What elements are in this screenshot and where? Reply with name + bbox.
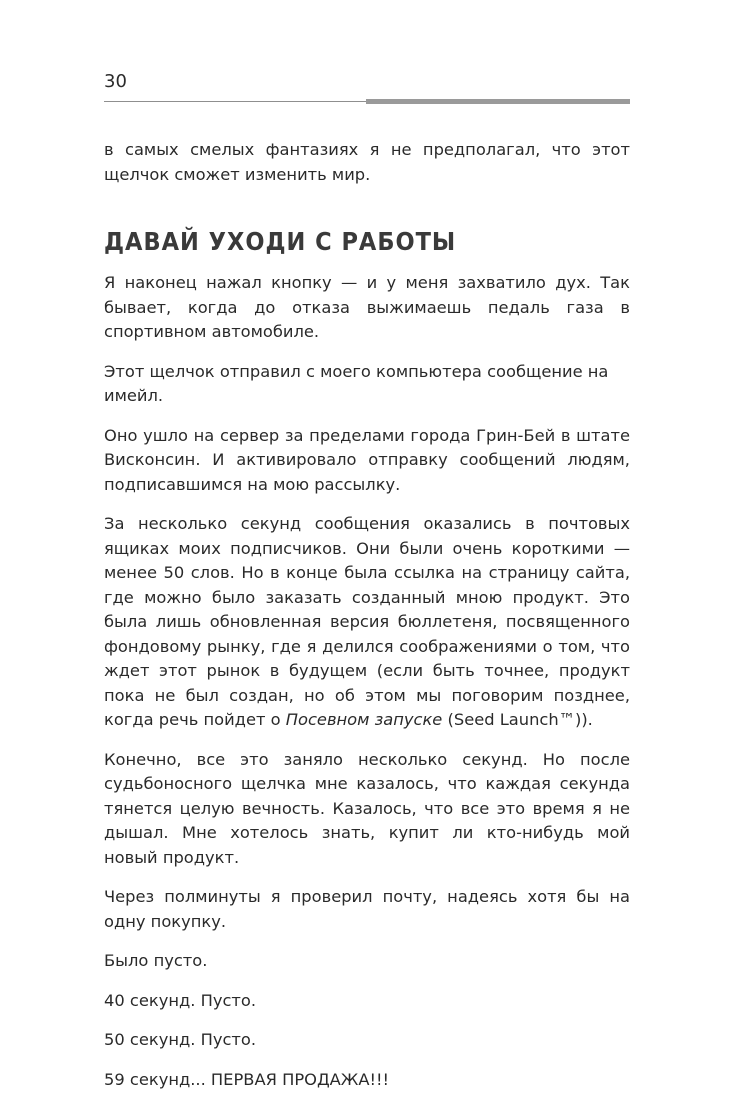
- paragraph-9: 50 секунд. Пусто.: [104, 1030, 257, 1049]
- paragraph-4-end: (Seed Launch™)).: [442, 710, 593, 729]
- paragraph-3: Оно ушло на сервер за пределами города Грин-Бей в штате Висконсин. И активировало отправку сообщений людям, подписавшимся на мою рассылку.: [104, 425, 630, 494]
- paragraph-2: Этот щелчок отправил с моего компьютера сообщение на имейл.: [104, 361, 609, 405]
- paragraph-4: [104, 512, 630, 733]
- paragraph-7: Было пусто.: [104, 951, 208, 970]
- header-rule: [104, 99, 630, 104]
- paragraph-6: Через полминуты я проверил почту, надеясь хотя бы на одну покупку.: [104, 887, 630, 931]
- page-number: 30: [104, 71, 127, 92]
- paragraph-5: Конечно, все это заняло несколько секунд. Но после судьбоносного щелчка мне казалось, что каждая секунда тянется целую вечность. Казалось, что все это время я не дышал. Мне хотелось знать, купит ли кто-нибудь мой новый продукт.: [104, 749, 630, 867]
- intro-paragraph: в самых смелых фантазиях я не предполагал, что этот щелчок сможет изменить мир.: [104, 140, 630, 184]
- paragraph-4-text: За несколько секунд сообщения оказались в почтовых ящиках моих подписчиков. Они были очень короткими — менее 50 слов. Но в конце была ссылка на страницу сайта, где можно было заказать созданный мною продукт. Это была лишь обновленная версия бюллетеня, посвященного фондовому рынку, где я делился соображениями о том, что ждет этот рынок в будущем (если быть точнее, продукт пока не был создан, но об этом мы поговорим позднее, когда речь пойдет о: [104, 514, 630, 729]
- page-body: [104, 138, 630, 1107]
- paragraph-1: Я наконец нажал кнопку — и у меня захватило дух. Так бывает, когда до отказа выжимаешь педаль газа в спортивном автомобиле.: [104, 273, 630, 341]
- paragraph-4-italic: Посевном запуске: [285, 710, 443, 729]
- section-heading: ДАВАЙ УХОДИ С РАБОТЫ: [104, 227, 457, 256]
- paragraph-10: 59 секунд... ПЕРВАЯ ПРОДАЖА!!!: [104, 1069, 390, 1089]
- header-rule-thin: [104, 101, 366, 102]
- paragraph-8: 40 секунд. Пусто.: [104, 990, 257, 1010]
- header-rule-thick: [366, 99, 630, 104]
